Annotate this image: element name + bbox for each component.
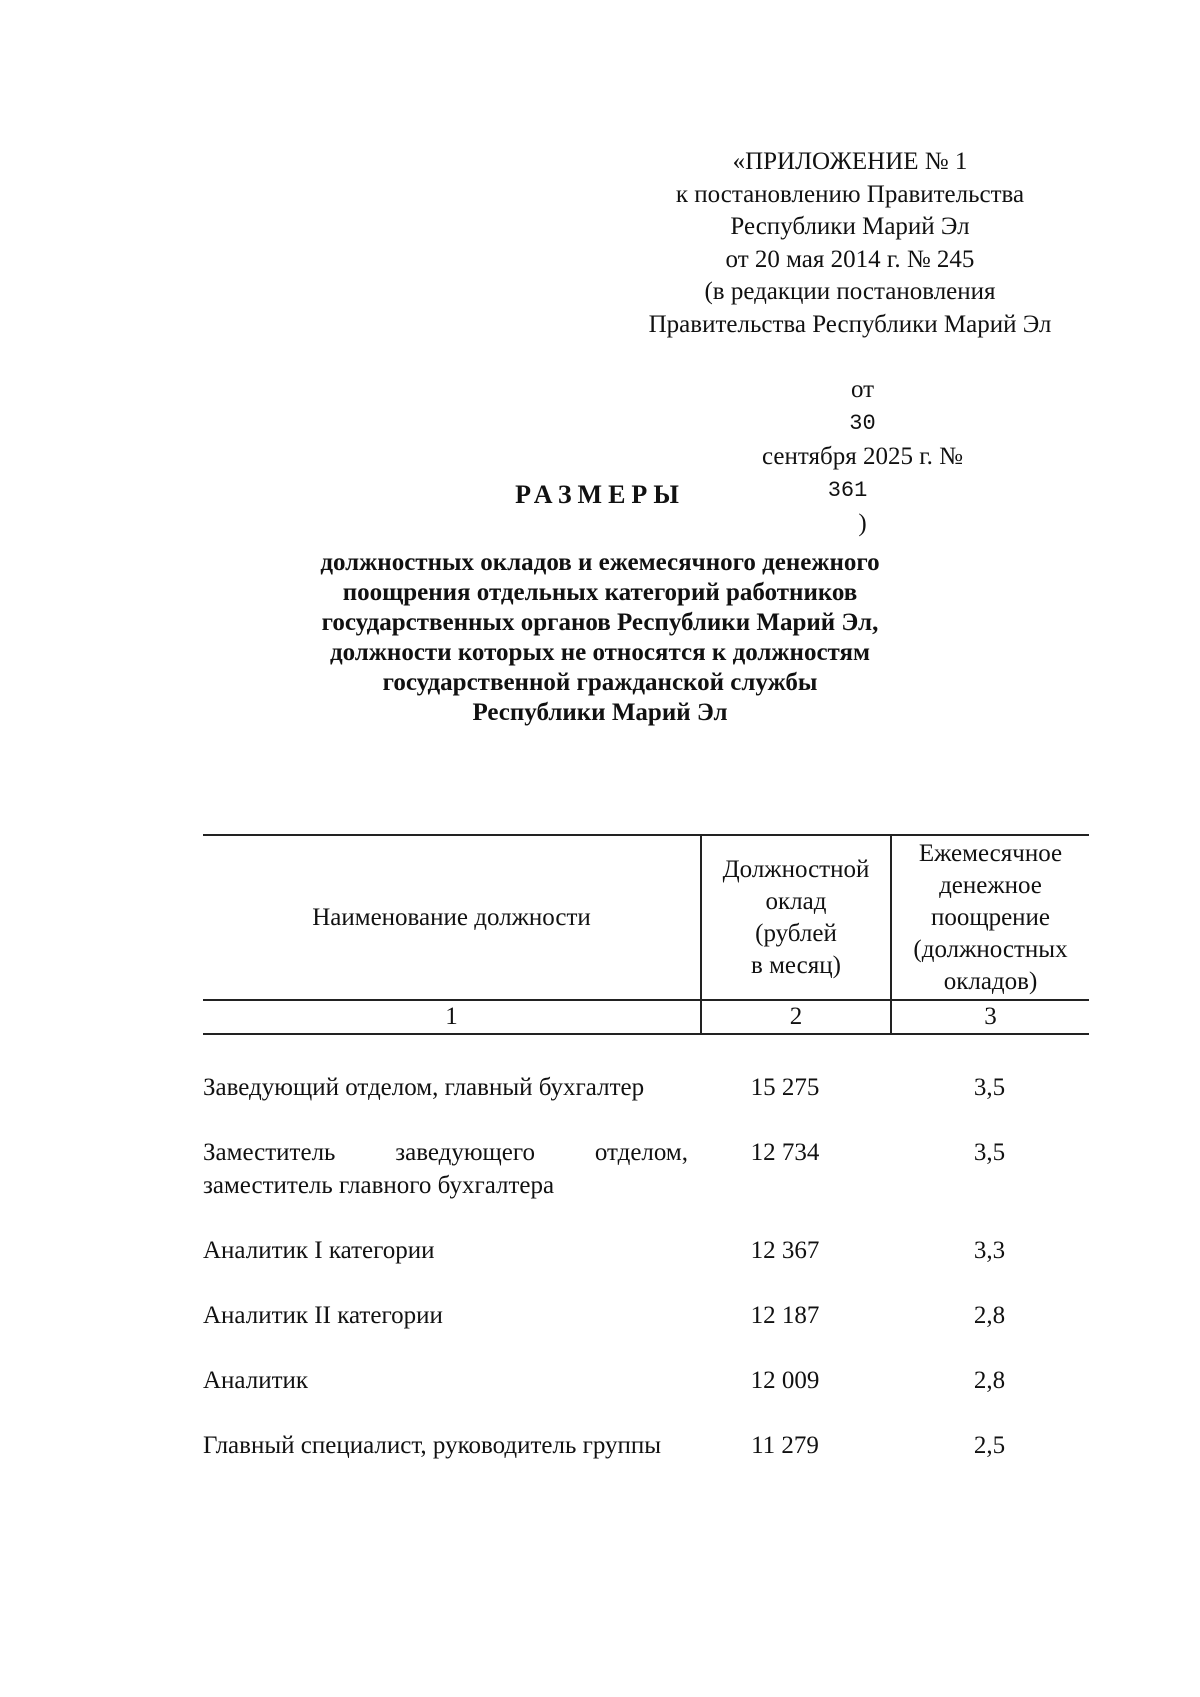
header-salary-line: в месяц) [751,951,841,979]
subtitle-line: поощрения отдельных категорий работников [342,579,858,606]
position-name: Аналитик II категории [203,1302,443,1329]
salary-value: 12 734 [750,1139,820,1166]
column-number: 1 [445,1003,458,1030]
header-amendment-date-line [600,341,1100,573]
header-line: Правительства Республики Марий Эл [648,310,1052,338]
date-prefix: от [850,375,875,403]
salary-value: 11 279 [751,1432,819,1459]
bonus-value: 2,5 [973,1432,1006,1459]
bonus-value: 2,8 [973,1367,1006,1394]
header-salary [700,836,890,999]
header-line: к постановлению Правительства [675,180,1025,208]
column-number-row [203,1001,1089,1035]
salary-value: 12 009 [750,1367,820,1394]
position-name: Аналитик I категории [203,1237,435,1264]
header-line: «ПРИЛОЖЕНИЕ № 1 [732,148,968,175]
position-name: Аналитик [203,1367,309,1394]
document-number: 361 [827,478,868,503]
bonus-value: 3,5 [973,1074,1006,1101]
table-row [203,1136,1089,1202]
header-bonus-line: поощрение [930,903,1051,931]
bonus-value: 3,5 [973,1139,1006,1166]
salary-table [203,834,1089,1494]
header-bonus-line: денежное [939,871,1042,899]
header-bonus-line: окладов) [943,967,1038,995]
header-bonus [890,836,1089,999]
position-name: Заведующий отделом, главный бухгалтер [203,1074,645,1101]
bonus-value: 3,3 [973,1237,1006,1264]
subtitle-line: Республики Марий Эл [472,699,728,726]
subtitle-line: должностных окладов и ежемесячного денежного [320,549,880,576]
table-row [203,1234,1089,1267]
document-title: РАЗМЕРЫ [515,480,685,509]
header-salary-line: (рублей [755,919,837,947]
position-name: Главный специалист, руководитель группы [203,1432,662,1459]
salary-value: 12 367 [750,1237,820,1264]
bonus-value: 2,8 [973,1302,1006,1329]
table-body [203,1035,1089,1462]
header-salary-line: оклад [765,887,827,915]
column-number: 2 [700,1001,890,1033]
date-day: 30 [849,411,876,436]
date-suffix: ) [858,509,867,537]
subtitle-line: должности которых не относятся к должностям [329,639,871,666]
subtitle-line: государственных органов Республики Марий Эл, [321,609,879,636]
header-line: (в редакции постановления [704,278,996,305]
table-row [203,1364,1089,1397]
header-line: от 20 мая 2014 г. № 245 [725,245,975,273]
position-name: Заместитель заведующего отделом, заместитель главного бухгалтера [203,1139,688,1199]
salary-value: 12 187 [750,1302,820,1329]
subtitle-line: государственной гражданской службы [382,669,818,696]
date-middle: сентября 2025 г. № [762,442,963,470]
header-line: Республики Марий Эл [730,213,970,240]
table-row [203,1429,1089,1462]
table-row [203,1299,1089,1332]
header-bonus-line: Ежемесячное [918,839,1063,867]
salary-value: 15 275 [750,1074,820,1101]
header-bonus-line: (должностных [913,935,1068,963]
table-row [203,1071,1089,1104]
column-number: 3 [890,1001,1089,1033]
header-salary-line: Должностной [722,855,870,883]
document-subtitle [250,548,950,728]
header-position-name: Наименование должности [312,903,591,931]
table-header [203,834,1089,1001]
